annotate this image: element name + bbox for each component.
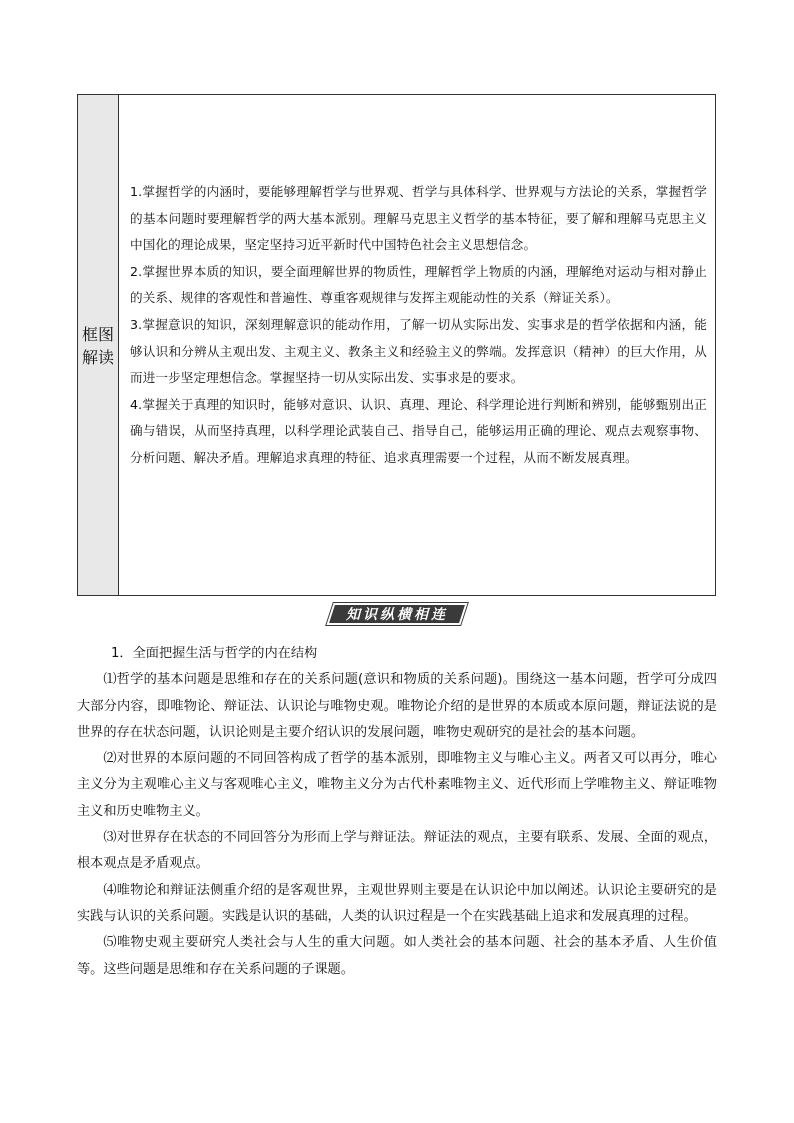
section-paragraph-4: ⑷唯物论和辩证法侧重介绍的是客观世界，主观世界则主要是在认识论中加以阐述。认识论主要研究的是实践与认识的关系问题。实践是认识的基础，人类的认识过程是一个在实践基础上追求和发展真理的过程。 <box>77 882 717 924</box>
table-item-2: 2.掌握世界本质的知识，要全面理解世界的物质性，理解哲学上物质的内涵，理解绝对运动与相对静止的关系、规律的客观性和普遍性、尊重客观规律与发挥主观能动性的关系（辩证关系）。 <box>130 263 707 306</box>
section-paragraph-2: ⑵对世界的本原问题的不同回答构成了哲学的基本派别，即唯物主义与唯心主义。两者又可以再分，唯心主义分为主观唯心主义与客观唯心主义，唯物主义分为古代朴素唯物主义、近代形而上学唯物主义、辩证唯物主义和历史唯物主义。 <box>77 751 717 819</box>
side-label-line2: 解读 <box>81 348 114 367</box>
table-item-1: 1.掌握哲学的内涵时，要能够理解哲学与世界观、哲学与具体科学、世界观与方法论的关系，掌握哲学的基本问题时要理解哲学的两大基本派别。理解马克思主义哲学的基本特征，要了解和理解马克思主义中国化的理论成果，坚定坚持习近平新时代中国特色社会主义思想信念。 <box>130 184 707 253</box>
banner-box <box>330 603 464 625</box>
table-side-label-cell <box>78 95 118 595</box>
section-body <box>77 641 717 983</box>
banner-label: 知识纵横相连 <box>346 607 448 623</box>
table-content-cell <box>122 95 715 595</box>
section-banner <box>0 603 794 629</box>
framework-table <box>77 94 716 596</box>
section-heading: 1．全面把握生活与哲学的内在结构 <box>111 646 318 661</box>
section-paragraph-3: ⑶对世界存在状态的不同回答分为形而上学与辩证法。辩证法的观点，主要有联系、发展、全面的观点，根本观点是矛盾观点。 <box>77 830 717 872</box>
section-paragraph-1: ⑴哲学的基本问题是思维和存在的关系问题(意识和物质的关系问题)。围绕这一基本问题，哲学可分成四大部分内容，即唯物论、辩证法、认识论与唯物史观。唯物论介绍的是世界的本质或本原问题，辩证法说的是世界的存在状态问题，认识论则是主要介绍认识的发展问题，唯物史观研究的是社会的基本问题。 <box>77 672 717 740</box>
section-paragraph-5: ⑸唯物史观主要研究人类社会与人生的重大问题。如人类社会的基本问题、社会的基本矛盾、人生价值等。这些问题是思维和存在关系问题的子课题。 <box>77 935 717 977</box>
side-label-line1: 框图 <box>81 325 114 344</box>
table-item-4: 4.掌握关于真理的知识时，能够对意识、认识、真理、理论、科学理论进行判断和辨别，能够甄别出正确与错误，从而坚持真理，以科学理论武装自己、指导自己，能够运用正确的理论、观点去观察事物、分析问题、解决矛盾。理解追求真理的特征、追求真理需要一个过程，从而不断发展真理。 <box>130 396 707 465</box>
table-item-3: 3.掌握意识的知识，深刻理解意识的能动作用，了解一切从实际出发、实事求是的哲学依据和内涵，能够认识和分辨从主观出发、主观主义、教条主义和经验主义的弊端。发挥意识（精神）的巨大作用，从而进一步坚定理想信念。掌握坚持一切从实际出发、实事求是的要求。 <box>130 316 707 386</box>
